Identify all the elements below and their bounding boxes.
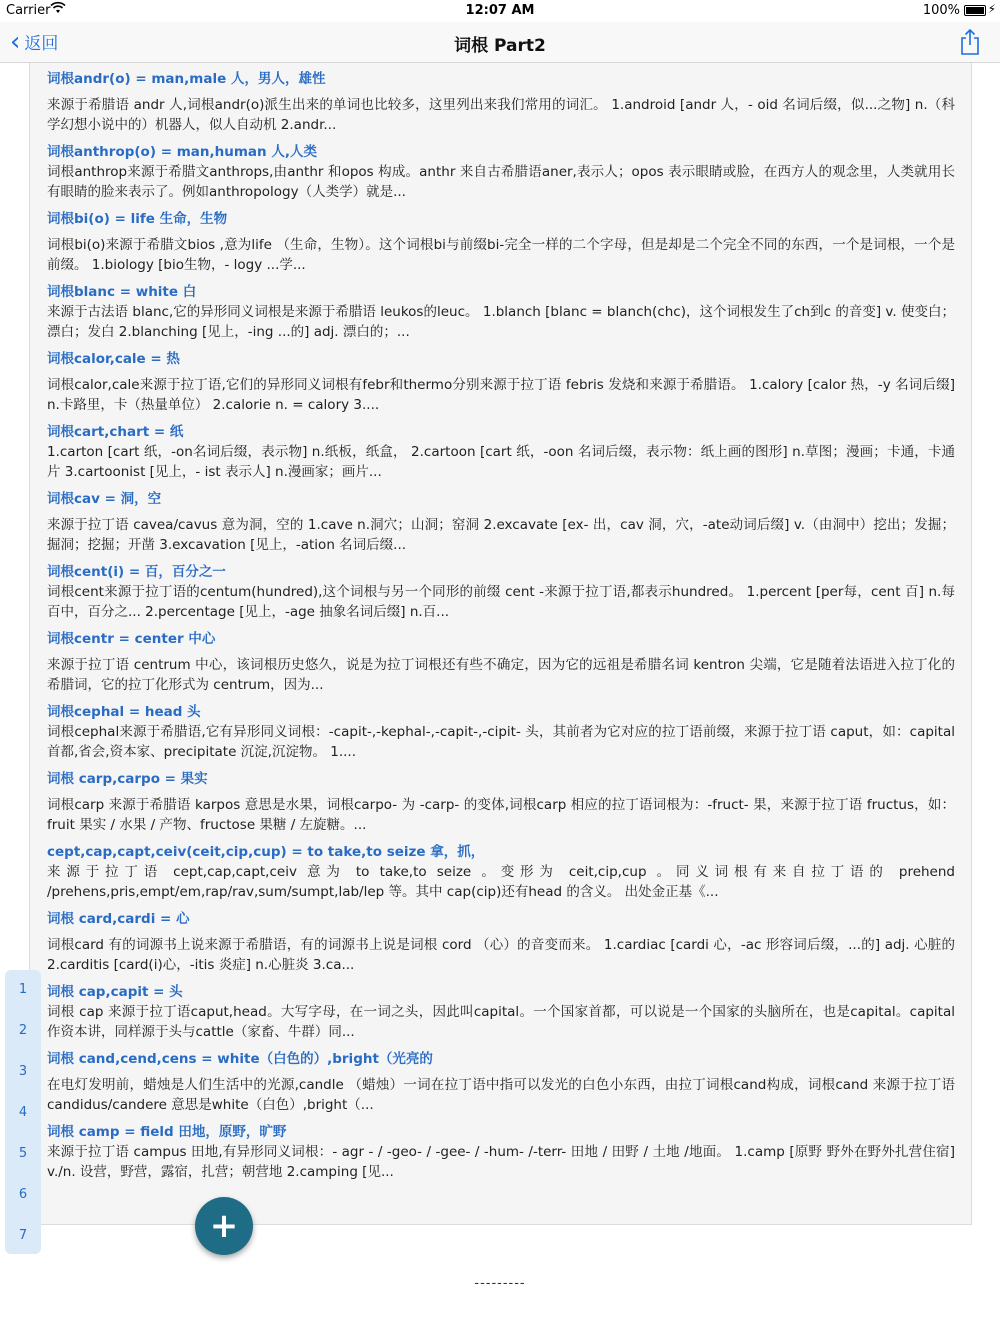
entry-title[interactable]: 词根cart,chart = 纸	[47, 424, 184, 440]
section-index-1[interactable]: 1	[18, 982, 28, 997]
section-index	[5, 970, 41, 1254]
battery-percent: 100%	[922, 3, 960, 18]
list-item[interactable]	[47, 629, 955, 695]
entry-title[interactable]: 词根 camp = field 田地，原野，旷野	[47, 1124, 287, 1140]
entry-title[interactable]: 词根bi(o) = life 生命，生物	[47, 211, 228, 227]
entry-description: 来源于古法语 blanc,它的异形同义词根是来源于希腊语 leukos的leuc。 1.blanch [blanc = blanch(chc)，这个词根发生了ch到c 的音变] v. 使变白；漂白；发白 2.blanching [见上，-ing ...的] adj. 漂白的；...	[47, 304, 955, 340]
entry-title[interactable]: 词根anthrop(o) = man,human 人,人类	[47, 144, 317, 160]
entry-title[interactable]: 词根 cand,cend,cens = white（白色的）,bright（光亮的	[47, 1051, 433, 1067]
list-item[interactable]	[47, 1049, 955, 1115]
list-item[interactable]	[47, 489, 955, 555]
plus-icon: +	[209, 1206, 239, 1246]
section-index-4[interactable]: 4	[18, 1105, 28, 1120]
entry-list	[47, 69, 955, 1189]
entry-description: 来源于拉丁语 campus 田地,有异形同义词根：- agr - / -geo- / -gee- / -hum- /-terr- 田地 / 田野 / 土地 /地面。 1.camp [原野 野外在野外扎营住宿] v./n. 设营，野营，露宿，扎营；朝营地 2.camping [见...	[47, 1144, 955, 1180]
section-index-6[interactable]: 6	[18, 1187, 28, 1202]
status-time: 12:07 AM	[465, 3, 535, 18]
list-item[interactable]	[47, 69, 955, 135]
entry-title[interactable]: 词根andr(o) = man,male 人，男人，雄性	[47, 71, 326, 87]
navigation-bar	[0, 22, 1000, 63]
entry-description: 来源于拉丁语 cavea/cavus 意为洞，空的 1.cave n.洞穴；山洞；窑洞 2.excavate [ex- 出，cav 洞，穴，-ate动词后缀] v.（由洞中）挖出；发掘；掘洞；挖掘；开凿 3.excavation [见上，-ation 名词后缀...	[47, 517, 955, 553]
entry-description: 来源于拉丁语 centrum 中心，该词根历史悠久，说是为拉丁词根还有些不确定，因为它的远祖是希腊名词 kentron 尖端，它是随着法语进入拉丁化的希腊词，它的拉丁化形式为 centrum，因为...	[47, 657, 955, 693]
section-index-3[interactable]: 3	[18, 1064, 28, 1079]
entry-description: 在电灯发明前，蜡烛是人们生活中的光源,candle （蜡烛）一词在拉丁语中指可以发光的白色小东西，由拉丁词根cand构成，词根cand 来源于拉丁语candidus/candere 意思是white（白色）,bright（...	[47, 1077, 955, 1113]
carrier-label: Carrier	[6, 3, 51, 18]
entry-list-card	[29, 63, 972, 1225]
entry-title[interactable]: 词根cent(i) = 百，百分之一	[47, 564, 226, 580]
entry-description: 词根calor,cale来源于拉丁语,它们的异形同义词根有febr和thermo分别来源于拉丁语 febris 发烧和来源于希腊语。 1.calory [calor 热，-y 名词后缀] n.卡路里，卡（热量单位） 2.calorie n. = calory 3....	[47, 377, 955, 413]
list-item[interactable]	[47, 702, 955, 762]
list-item[interactable]	[47, 842, 955, 902]
share-icon[interactable]	[958, 28, 982, 56]
list-item[interactable]	[47, 982, 955, 1042]
list-item[interactable]	[47, 209, 955, 275]
add-button[interactable]	[195, 1197, 253, 1255]
section-index-2[interactable]: 2	[18, 1023, 28, 1038]
entry-description: 词根cephal来源于希腊语,它有异形同义词根：-capit-,-kephal-,-capit-,-cipit- 头，其前者为它对应的拉丁语前缀，来源于拉丁语 caput，如：capital 首都,省会,资本家、precipitate 沉淀,沉淀物。 1....	[47, 724, 955, 760]
page-title: 词根 Part2	[454, 36, 546, 56]
list-item[interactable]	[47, 562, 955, 622]
section-index-7[interactable]: 7	[18, 1228, 28, 1243]
list-item[interactable]	[47, 349, 955, 415]
entry-title[interactable]: 词根blanc = white 白	[47, 284, 197, 300]
footer-divider: ---------	[474, 1276, 526, 1291]
entry-title[interactable]: 词根 carp,carpo = 果实	[47, 771, 208, 787]
section-index-5[interactable]: 5	[18, 1146, 28, 1161]
list-item[interactable]	[47, 282, 955, 342]
list-item[interactable]	[47, 909, 955, 975]
list-item[interactable]	[47, 1122, 955, 1182]
entry-title[interactable]: cept,cap,capt,ceiv(ceit,cip,cup) = to take,to seize 拿，抓，	[47, 844, 485, 860]
status-bar	[0, 0, 1000, 22]
back-label: 返回	[24, 34, 59, 54]
entry-title[interactable]: 词根 card,cardi = 心	[47, 911, 190, 927]
entry-title[interactable]: 词根centr = center 中心	[47, 631, 216, 647]
entry-description: 词根card 有的词源书上说来源于希腊语，有的词源书上说是词根 cord （心）的音变而来。 1.cardiac [cardi 心，-ac 形容词后缀，...的] adj. 心脏的 2.carditis [card(i)心，-itis 炎症] n.心脏炎 3.ca...	[47, 937, 955, 973]
entry-description: 词根cent来源于拉丁语的centum(hundred),这个词根与另一个同形的前缀 cent -来源于拉丁语,都表示hundred。 1.percent [per每，cent 百] n.每百中，百分之... 2.percentage [见上，-age 抽象名词后缀] n.百...	[47, 584, 955, 620]
back-chevron-icon: ‹	[10, 26, 21, 57]
entry-description: 词根 cap 来源于拉丁语caput,head。大写字母，在一词之头，因此叫capital。一个国家首都，可以说是一个国家的头脑所在，也是capital。capital 作资本讲，同样源于头与cattle（家畜、牛群）同...	[47, 1004, 955, 1040]
list-item[interactable]	[47, 422, 955, 482]
entry-title[interactable]: 词根calor,cale = 热	[47, 351, 180, 367]
entry-title[interactable]: 词根cephal = head 头	[47, 704, 201, 720]
entry-description: 来源于拉丁语 cept,cap,capt,ceiv 意为 to take,to seize 。变形为 ceit,cip,cup 。同义词根有来自拉丁语的 prehend /prehens,pris,empt/em,rap/rav,sum/sumpt,lab/lep 等。其中 cap(cip)还有head 的含义。 出处金正基《...	[47, 864, 955, 900]
entry-description: 1.carton [cart 纸，-on名词后缀，表示物] n.纸板，纸盒， 2.cartoon [cart 纸，-oon 名词后缀，表示物：纸上画的图形] n.草图；漫画；卡通，卡通片 3.cartoonist [见上，- ist 表示人] n.漫画家；画片...	[47, 444, 955, 480]
list-item[interactable]	[47, 142, 955, 202]
entry-title[interactable]: 词根cav = 洞，空	[47, 491, 162, 507]
charging-icon: ⚡	[987, 2, 996, 16]
entry-description: 词根anthrop来源于希腊文anthrops,由anthr 和opos 构成。anthr 来自古希腊语aner,表示人；opos 表示眼睛或脸，在西方人的观念里，人类就用长有眼睛的脸来表示了。例如anthropology（人类学）就是...	[47, 164, 955, 200]
entry-title[interactable]: 词根 cap,capit = 头	[47, 984, 183, 1000]
entry-description: 词根bi(o)来源于希腊文bios ,意为life （生命，生物）。这个词根bi与前缀bi-完全一样的二个字母，但是却是二个完全不同的东西，一个是词根，一个是前缀。 1.biology [bio生物，- logy ...学...	[47, 237, 955, 273]
list-item[interactable]	[47, 769, 955, 835]
entry-description: 来源于希腊语 andr 人,词根andr(o)派生出来的单词也比较多，这里列出来我们常用的词汇。 1.android [andr 人，- oid 名词后缀，似...之物] n.（科学幻想小说中的）机器人，似人自动机 2.andr...	[47, 97, 955, 133]
entry-description: 词根carp 来源于希腊语 karpos 意思是水果，词根carpo- 为 -carp- 的变体,词根carp 相应的拉丁语词根为：-fruct- 果，来源于拉丁语 fructus，如：fruit 果实 / 水果 / 产物、fructose 果糖 / 左旋糖。...	[47, 797, 955, 833]
battery-icon	[964, 5, 986, 16]
